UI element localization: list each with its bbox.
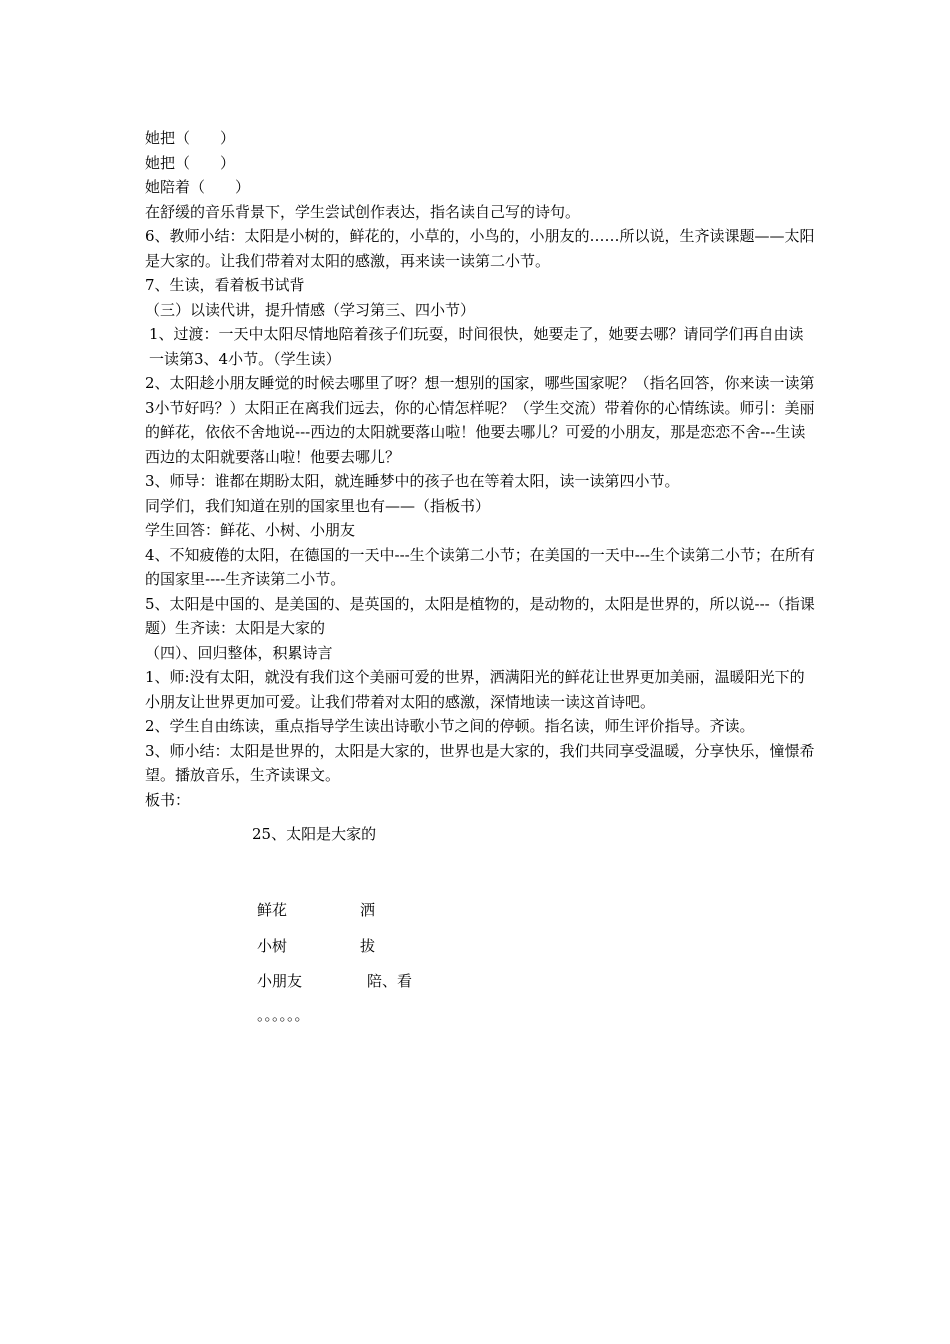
paragraph-fill-2: 她把（ ） [145,153,236,172]
paragraph-creative-writing: 在舒缓的音乐背景下，学生尝试创作表达，指名读自己写的诗句。 [145,202,581,221]
paragraph-fill-1: 她把（ ） [145,129,236,147]
paragraph-step-6: 6、教师小结：太阳是小树的，鲜花的，小草的，小鸟的，小朋友的……所以说，生齐读课题——太阳是大家的。让我们带着对太阳的感激，再来读一读第二小节。 [145,227,815,270]
paragraph-review-2: 2、学生自由练读，重点指导学生读出诗歌小节之间的停顿。指名读，师生评价指导。齐读。 [145,717,755,735]
board-row-left: 鲜花 [257,901,288,919]
board-row-right: 拔 [360,937,376,955]
paragraph-step-7: 7、生读，看着板书试背 [145,276,305,294]
section-heading-3: （三）以读代讲，提升情感（学习第三、四小节） [145,300,476,319]
paragraph-other-countries: 同学们，我们知道在别的国家里也有——（指板书） [145,496,491,515]
board-row-right: 陪、看 [367,972,413,990]
paragraph-fill-3: 她陪着（ ） [145,178,251,196]
board-label: 板书： [145,790,191,809]
paragraph-step-3: 3、师导：谁都在期盼太阳，就连睡梦中的孩子也在等着太阳，读一读第四小节。 [145,472,680,490]
paragraph-step-5: 5、太阳是中国的、是美国的、是英国的，太阳是植物的，是动物的，太阳是世界的，所以说---（指课题）生齐读：太阳是大家的 [145,594,815,637]
paragraph-step-2: 2、太阳趁小朋友睡觉的时候去哪里了呀？想一想别的国家，哪些国家呢？（指名回答，你来读一读第3小节好吗？）太阳正在离我们远去，你的心情怎样呢？（学生交流）带着你的心情练读。师引：美丽的鲜花，依依不舍地说---西边的太阳就要落山啦！他要去哪儿？可爱的小朋友，那是恋恋不舍---生读西边的太阳就要落山啦！他要去哪儿？ [145,374,815,466]
board-row-left: 小树 [257,937,288,955]
lesson-plan-body [145,126,817,812]
paragraph-transition: 1、过渡：一天中太阳尽情地陪着孩子们玩耍，时间很快，她要走了，她要去哪？请同学们再自由读一读第3、4小节。（学生读） [149,325,804,368]
board-row-left: 小朋友 [257,972,303,990]
board-row-right: 洒 [360,901,376,919]
board-ellipsis: 。。。。。。 [257,1006,310,1024]
paragraph-review-1: 1、师:没有太阳，就没有我们这个美丽可爱的世界，洒满阳光的鲜花让世界更加美丽，温暖阳光下的小朋友让世界更加可爱。让我们带着对太阳的感激，深情地读一读这首诗吧。 [145,668,805,711]
section-heading-4: （四）、回归整体，积累诗言 [145,643,333,662]
board-title: 25、太阳是大家的 [252,825,377,843]
paragraph-step-4: 4、不知疲倦的太阳，在德国的一天中---生个读第二小节；在美国的一天中---生个读第二小节；在所有的国家里----生齐读第二小节。 [145,545,815,588]
paragraph-student-answer: 学生回答：鲜花、小树、小朋友 [145,521,356,539]
paragraph-review-3: 3、师小结：太阳是世界的，太阳是大家的，世界也是大家的，我们共同享受温暖，分享快乐，憧憬希望。播放音乐，生齐读课文。 [145,741,815,784]
